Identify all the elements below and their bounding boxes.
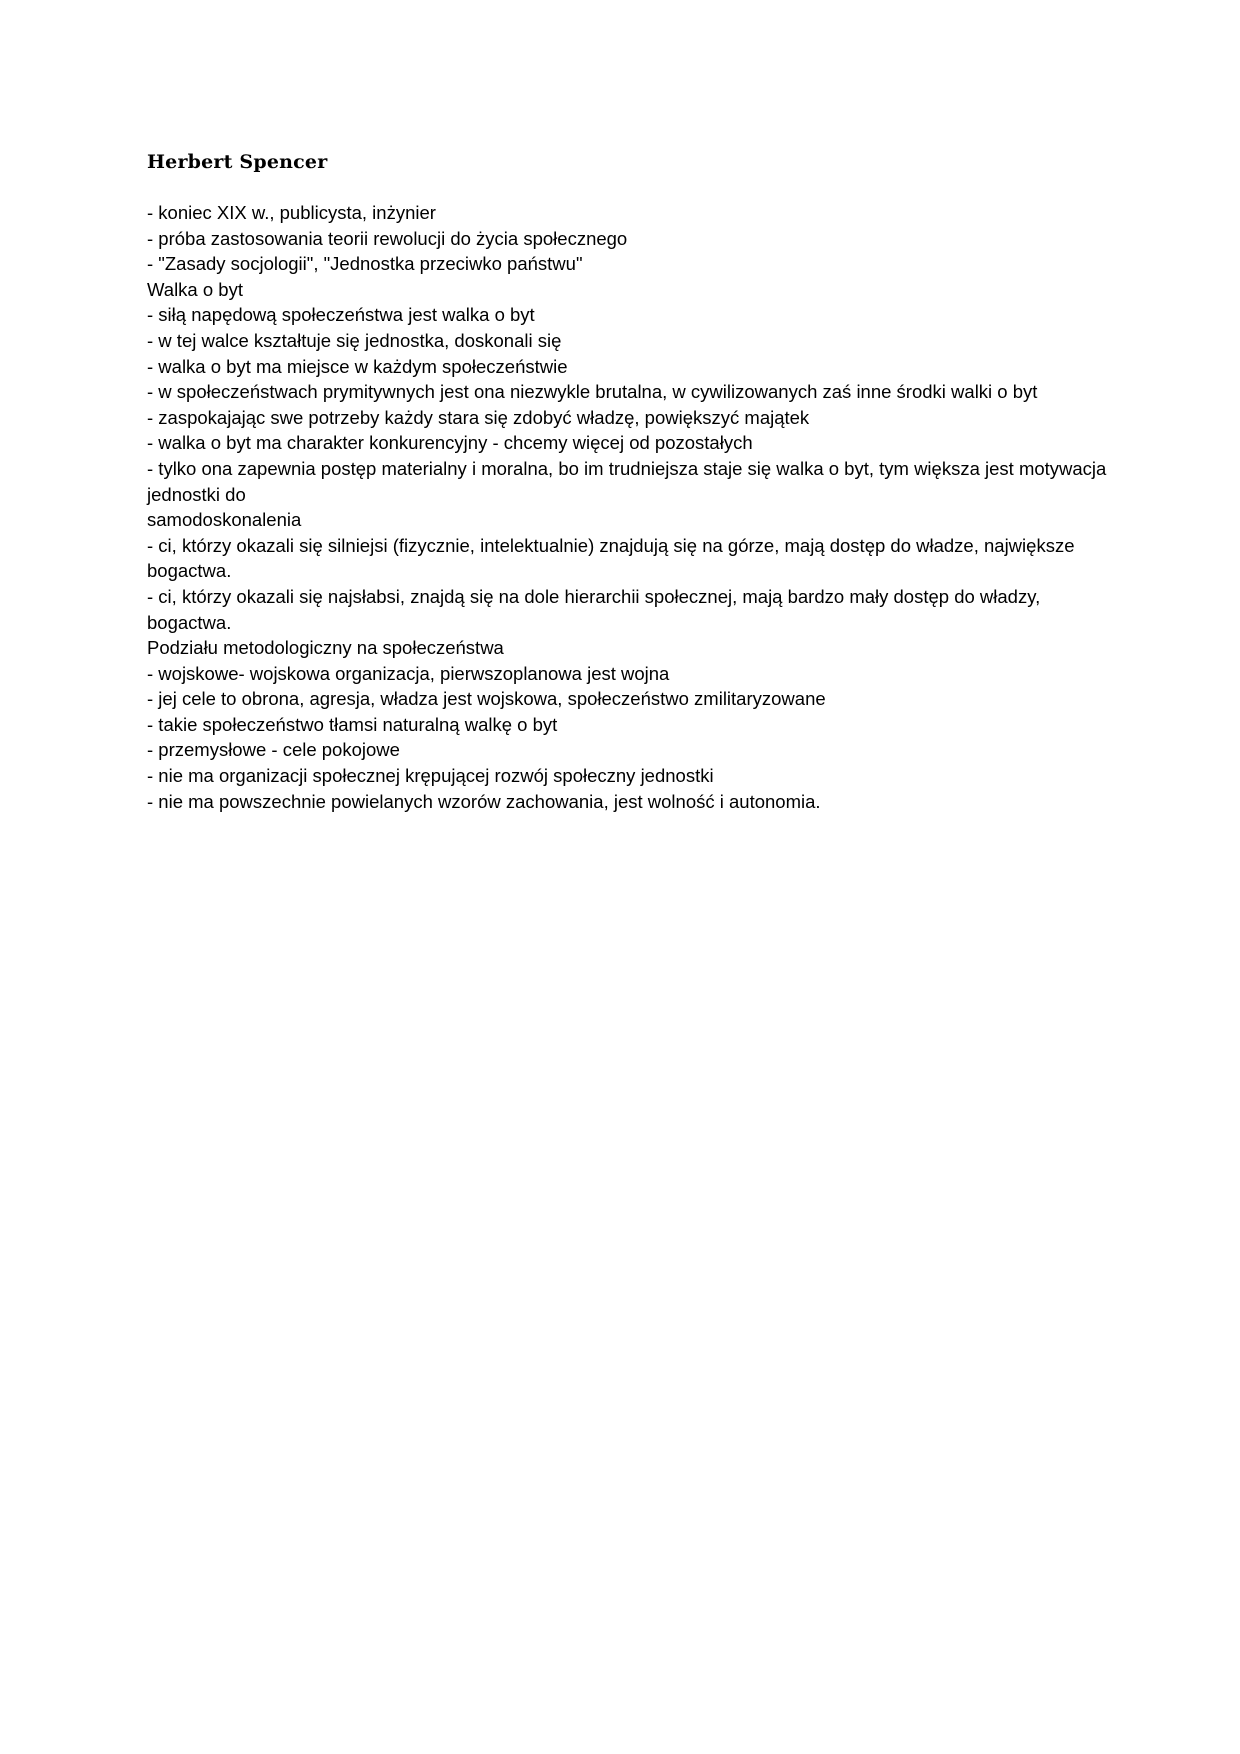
document-title: Herbert Spencer xyxy=(147,151,328,173)
text-line: - przemysłowe - cele pokojowe xyxy=(147,739,400,761)
text-line: - tylko ona zapewnia postęp materialny i moralna, bo im trudniejsza staje się walka o byt, tym większa jest motywacja jednostki do xyxy=(147,457,1107,505)
section-heading-walka-o-byt: Walka o byt xyxy=(147,278,243,300)
text-line: - "Zasady socjologii", "Jednostka przeciwko państwu" xyxy=(147,253,583,275)
text-line: - w tej walce kształtuje się jednostka, doskonali się xyxy=(147,329,562,351)
text-line: - walka o byt ma charakter konkurencyjny - chcemy więcej od pozostałych xyxy=(147,432,753,454)
text-line: - wojskowe- wojskowa organizacja, pierwszoplanowa jest wojna xyxy=(147,662,670,684)
text-line: - takie społeczeństwo tłamsi naturalną walkę o byt xyxy=(147,713,558,735)
section-heading-podzial: Podziału metodologiczny na społeczeństwa xyxy=(147,637,504,659)
text-line: - walka o byt ma miejsce w każdym społeczeństwie xyxy=(147,355,568,377)
text-line: - ci, którzy okazali się najsłabsi, znajdą się na dole hierarchii społecznej, mają bardzo mały dostęp do władzy, bogactwa. xyxy=(147,585,1041,633)
text-line: - nie ma powszechnie powielanych wzorów zachowania, jest wolność i autonomia. xyxy=(147,790,821,812)
text-line: - ci, którzy okazali się silniejsi (fizycznie, intelektualnie) znajdują się na górze, mają dostęp do władze, największe bogactwa. xyxy=(147,534,1075,582)
text-line: - siłą napędową społeczeństwa jest walka o byt xyxy=(147,304,535,326)
text-line: - zaspokajając swe potrzeby każdy stara się zdobyć władzę, powiększyć majątek xyxy=(147,406,810,428)
text-line: - w społeczeństwach prymitywnych jest ona niezwykle brutalna, w cywilizowanych zaś inne środki walki o byt xyxy=(147,381,1038,403)
text-line: - koniec XIX w., publicysta, inżynier xyxy=(147,202,436,223)
text-line: - nie ma organizacji społecznej krępującej rozwój społeczny jednostki xyxy=(147,765,714,787)
text-line: - jej cele to obrona, agresja, władza jest wojskowa, społeczeństwo zmilitaryzowane xyxy=(147,688,826,710)
text-line: - próba zastosowania teorii rewolucji do życia społecznego xyxy=(147,227,628,249)
text-line: samodoskonalenia xyxy=(147,509,302,531)
document-body xyxy=(147,150,1107,814)
